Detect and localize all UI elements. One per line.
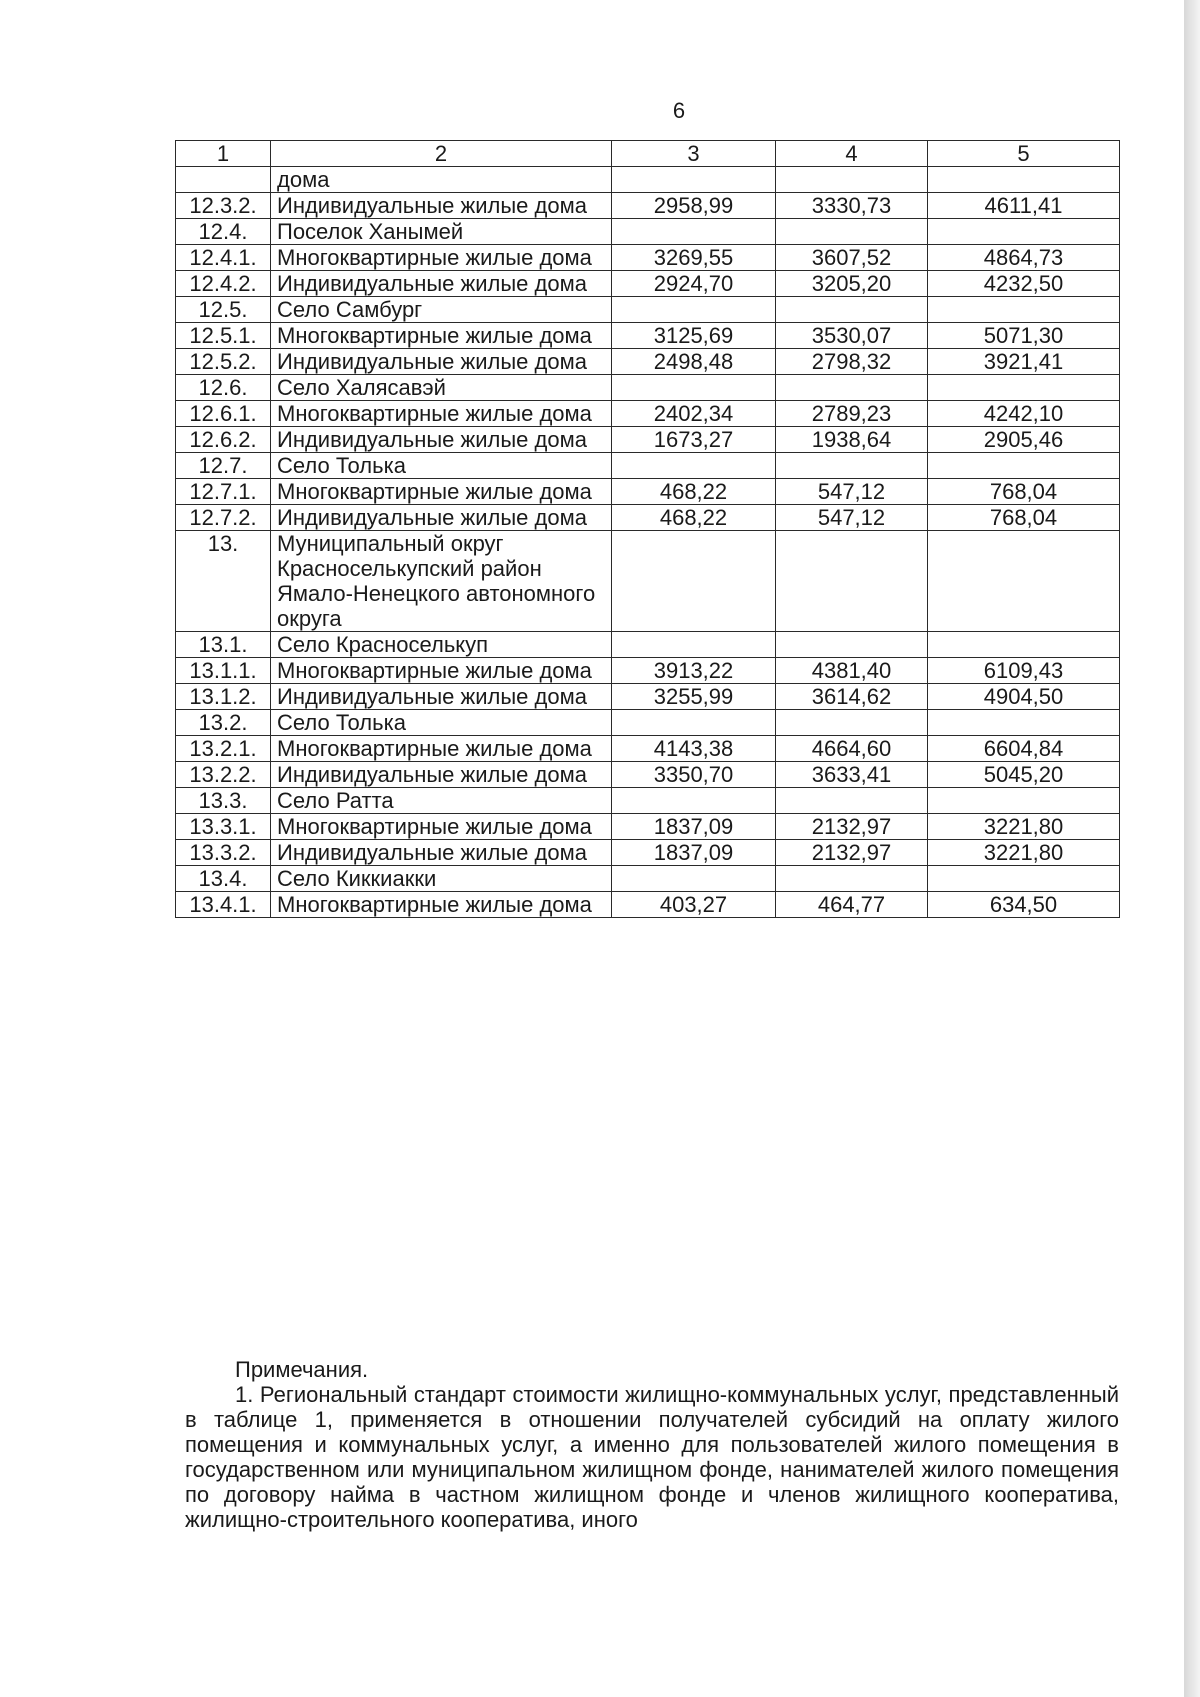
value-cell-col3 <box>612 375 776 401</box>
value-cell-col4: 2789,23 <box>776 401 928 427</box>
page-edge-shadow <box>1184 0 1200 1697</box>
row-name-cell: Индивидуальные жилые дома <box>271 271 612 297</box>
table-row <box>176 710 1120 736</box>
value-cell-col4: 4381,40 <box>776 658 928 684</box>
table-row <box>176 632 1120 658</box>
row-number-cell: 12.7.1. <box>176 479 271 505</box>
table-row <box>176 840 1120 866</box>
value-cell-col4: 1938,64 <box>776 427 928 453</box>
row-number-cell: 13.4. <box>176 866 271 892</box>
row-name-cell: Многоквартирные жилые дома <box>271 736 612 762</box>
value-cell-col3: 1837,09 <box>612 840 776 866</box>
value-cell-col5: 3221,80 <box>928 840 1120 866</box>
row-name-cell: Поселок Ханымей <box>271 219 612 245</box>
value-cell-col4 <box>776 531 928 632</box>
table-row <box>176 684 1120 710</box>
value-cell-col5 <box>928 375 1120 401</box>
row-name-cell: Индивидуальные жилые дома <box>271 349 612 375</box>
column-header: 5 <box>928 141 1120 167</box>
value-cell-col4: 2132,97 <box>776 840 928 866</box>
table-row <box>176 814 1120 840</box>
value-cell-col4: 3330,73 <box>776 193 928 219</box>
row-name-cell: Муниципальный округ Красноселькупский район Ямало-Ненецкого автономного округа <box>271 531 612 632</box>
table-row <box>176 375 1120 401</box>
value-cell-col4: 4664,60 <box>776 736 928 762</box>
value-cell-col4 <box>776 632 928 658</box>
value-cell-col5: 768,04 <box>928 479 1120 505</box>
value-cell-col4: 3614,62 <box>776 684 928 710</box>
value-cell-col4: 2132,97 <box>776 814 928 840</box>
value-cell-col4 <box>776 297 928 323</box>
column-header: 1 <box>176 141 271 167</box>
table-row <box>176 531 1120 632</box>
value-cell-col3 <box>612 531 776 632</box>
page-number: 6 <box>672 98 686 123</box>
row-number-cell: 12.5. <box>176 297 271 323</box>
table-row <box>176 349 1120 375</box>
value-cell-col3 <box>612 866 776 892</box>
value-cell-col3 <box>612 167 776 193</box>
value-cell-col3: 3913,22 <box>612 658 776 684</box>
row-number-cell: 12.7. <box>176 453 271 479</box>
value-cell-col5: 5045,20 <box>928 762 1120 788</box>
notes-paragraph: 1. Региональный стандарт стоимости жилищно-коммунальных услуг, представленный в таблице 1, применяется в отношении получателей субсидий на оплату жилого помещения и коммунальных услуг, а именно для пользователей жилого помещения в государственном или муниципальном жилищном фонде, нанимателей жилого помещения по договору найма в частном жилищном фонде и членов жилищного кооператива, жилищно-строительного кооператива, иного <box>185 1382 1119 1532</box>
value-cell-col4 <box>776 167 928 193</box>
value-cell-col4: 3633,41 <box>776 762 928 788</box>
row-name-cell: Индивидуальные жилые дома <box>271 684 612 710</box>
table-row <box>176 219 1120 245</box>
row-name-cell: Многоквартирные жилые дома <box>271 323 612 349</box>
value-cell-col3 <box>612 219 776 245</box>
value-cell-col4: 3205,20 <box>776 271 928 297</box>
value-cell-col3: 1673,27 <box>612 427 776 453</box>
value-cell-col4: 547,12 <box>776 479 928 505</box>
table-row <box>176 505 1120 531</box>
value-cell-col3 <box>612 710 776 736</box>
value-cell-col5: 4611,41 <box>928 193 1120 219</box>
value-cell-col4 <box>776 375 928 401</box>
value-cell-col3: 3255,99 <box>612 684 776 710</box>
value-cell-col3: 3269,55 <box>612 245 776 271</box>
row-name-cell: Многоквартирные жилые дома <box>271 401 612 427</box>
value-cell-col5: 4232,50 <box>928 271 1120 297</box>
row-name-cell: Село Самбург <box>271 297 612 323</box>
row-number-cell: 12.4.1. <box>176 245 271 271</box>
table-row <box>176 245 1120 271</box>
row-number-cell: 13.1. <box>176 632 271 658</box>
row-number-cell: 13.4.1. <box>176 892 271 918</box>
row-number-cell: 13.2. <box>176 710 271 736</box>
row-number-cell: 13.3.2. <box>176 840 271 866</box>
row-number-cell: 12.4. <box>176 219 271 245</box>
row-name-cell: Село Ратта <box>271 788 612 814</box>
row-name-cell: Многоквартирные жилые дома <box>271 479 612 505</box>
value-cell-col5 <box>928 453 1120 479</box>
value-cell-col4: 3607,52 <box>776 245 928 271</box>
table-row <box>176 762 1120 788</box>
table-row <box>176 788 1120 814</box>
table-row <box>176 323 1120 349</box>
value-cell-col3 <box>612 453 776 479</box>
row-name-cell: Многоквартирные жилые дома <box>271 658 612 684</box>
row-number-cell: 12.6.2. <box>176 427 271 453</box>
value-cell-col5: 5071,30 <box>928 323 1120 349</box>
row-name-cell: Индивидуальные жилые дома <box>271 427 612 453</box>
row-name-cell: Многоквартирные жилые дома <box>271 245 612 271</box>
value-cell-col3: 3125,69 <box>612 323 776 349</box>
value-cell-col3 <box>612 632 776 658</box>
table-row <box>176 401 1120 427</box>
row-number-cell: 13.1.1. <box>176 658 271 684</box>
value-cell-col5 <box>928 167 1120 193</box>
value-cell-col3 <box>612 788 776 814</box>
value-cell-col4 <box>776 453 928 479</box>
row-number-cell: 13.1.2. <box>176 684 271 710</box>
row-name-cell: Многоквартирные жилые дома <box>271 814 612 840</box>
value-cell-col5: 6109,43 <box>928 658 1120 684</box>
table-row <box>176 658 1120 684</box>
row-number-cell: 13.2.1. <box>176 736 271 762</box>
value-cell-col5: 4242,10 <box>928 401 1120 427</box>
row-number-cell: 12.4.2. <box>176 271 271 297</box>
row-name-cell: Индивидуальные жилые дома <box>271 762 612 788</box>
value-cell-col3: 2498,48 <box>612 349 776 375</box>
value-cell-col3: 2402,34 <box>612 401 776 427</box>
value-cell-col3: 2924,70 <box>612 271 776 297</box>
value-cell-col4: 464,77 <box>776 892 928 918</box>
value-cell-col5 <box>928 866 1120 892</box>
tariff-table <box>175 140 1120 918</box>
row-number-cell: 12.7.2. <box>176 505 271 531</box>
table-row <box>176 866 1120 892</box>
value-cell-col3: 468,22 <box>612 505 776 531</box>
column-header: 3 <box>612 141 776 167</box>
value-cell-col3 <box>612 297 776 323</box>
row-name-cell: Село Халясавэй <box>271 375 612 401</box>
value-cell-col5 <box>928 219 1120 245</box>
value-cell-col4 <box>776 866 928 892</box>
value-cell-col5 <box>928 788 1120 814</box>
value-cell-col4: 2798,32 <box>776 349 928 375</box>
value-cell-col4: 547,12 <box>776 505 928 531</box>
value-cell-col5: 768,04 <box>928 505 1120 531</box>
row-name-cell: Село Красноселькуп <box>271 632 612 658</box>
value-cell-col5: 3221,80 <box>928 814 1120 840</box>
row-number-cell: 12.6.1. <box>176 401 271 427</box>
row-number-cell: 13.3. <box>176 788 271 814</box>
table-header-row <box>176 141 1120 167</box>
row-name-cell: Индивидуальные жилые дома <box>271 193 612 219</box>
table-row <box>176 479 1120 505</box>
value-cell-col3: 3350,70 <box>612 762 776 788</box>
row-number-cell: 12.6. <box>176 375 271 401</box>
row-number-cell: 13. <box>176 531 271 632</box>
row-name-cell: Индивидуальные жилые дома <box>271 840 612 866</box>
row-name-cell: Село Толька <box>271 453 612 479</box>
notes-section <box>185 1357 1119 1532</box>
value-cell-col5 <box>928 632 1120 658</box>
value-cell-col5: 4904,50 <box>928 684 1120 710</box>
row-number-cell: 13.2.2. <box>176 762 271 788</box>
value-cell-col4: 3530,07 <box>776 323 928 349</box>
table-row <box>176 271 1120 297</box>
row-name-cell: Село Киккиакки <box>271 866 612 892</box>
row-number-cell: 12.3.2. <box>176 193 271 219</box>
value-cell-col3: 403,27 <box>612 892 776 918</box>
row-number-cell: 13.3.1. <box>176 814 271 840</box>
table-body <box>176 167 1120 918</box>
column-header: 4 <box>776 141 928 167</box>
value-cell-col5: 2905,46 <box>928 427 1120 453</box>
value-cell-col5: 6604,84 <box>928 736 1120 762</box>
value-cell-col4 <box>776 710 928 736</box>
value-cell-col5 <box>928 710 1120 736</box>
row-number-cell: 12.5.2. <box>176 349 271 375</box>
value-cell-col3: 2958,99 <box>612 193 776 219</box>
row-name-cell: Индивидуальные жилые дома <box>271 505 612 531</box>
table-row <box>176 167 1120 193</box>
value-cell-col3: 4143,38 <box>612 736 776 762</box>
table-row <box>176 736 1120 762</box>
value-cell-col3: 468,22 <box>612 479 776 505</box>
table-row <box>176 297 1120 323</box>
value-cell-col5 <box>928 297 1120 323</box>
value-cell-col4 <box>776 788 928 814</box>
table-row <box>176 453 1120 479</box>
value-cell-col5: 4864,73 <box>928 245 1120 271</box>
value-cell-col5: 3921,41 <box>928 349 1120 375</box>
row-number-cell <box>176 167 271 193</box>
table-row <box>176 427 1120 453</box>
value-cell-col3: 1837,09 <box>612 814 776 840</box>
value-cell-col4 <box>776 219 928 245</box>
value-cell-col5 <box>928 531 1120 632</box>
row-name-cell: Многоквартирные жилые дома <box>271 892 612 918</box>
table-row <box>176 193 1120 219</box>
row-name-cell: дома <box>271 167 612 193</box>
notes-heading: Примечания. <box>235 1357 369 1382</box>
row-name-cell: Село Толька <box>271 710 612 736</box>
value-cell-col5: 634,50 <box>928 892 1120 918</box>
row-number-cell: 12.5.1. <box>176 323 271 349</box>
table-row <box>176 892 1120 918</box>
column-header: 2 <box>271 141 612 167</box>
